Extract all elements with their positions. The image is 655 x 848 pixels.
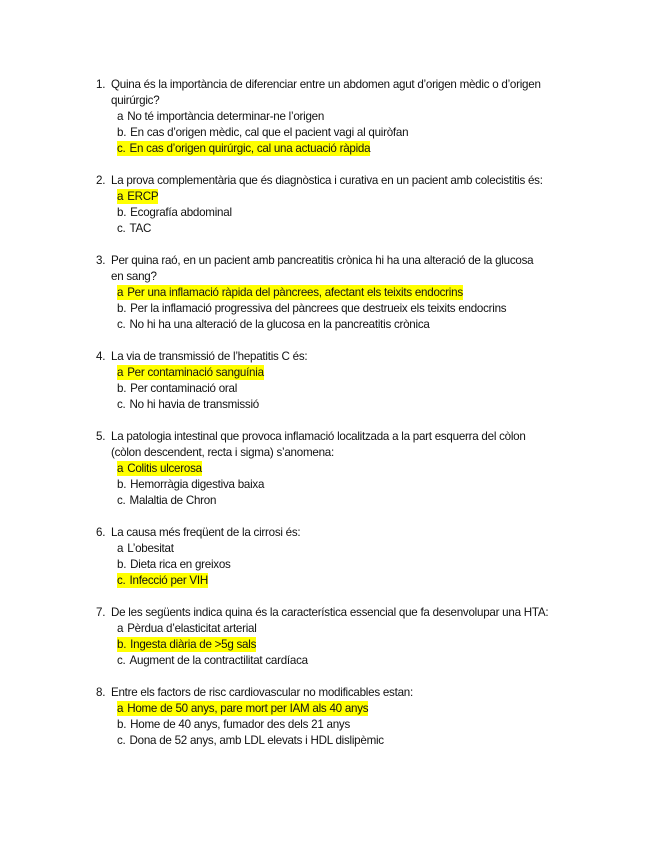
answer-option [96, 381, 596, 397]
answer-option [96, 637, 596, 653]
option-text: No hi havia de transmissió [129, 398, 259, 411]
option-letter: b. [117, 206, 127, 219]
answer-option [96, 733, 596, 749]
answer [117, 493, 216, 508]
option-letter: b. [117, 126, 127, 139]
question-text-line [96, 685, 596, 701]
option-text: Home de 50 anys, pare mort per IAM als 40 anys [127, 702, 369, 715]
question-text: La prova complementària que és diagnòstica i curativa en un pacient amb colecistitis és: [111, 174, 543, 187]
question-number: 1. [96, 78, 106, 91]
option-text: Malaltia de Chron [129, 494, 217, 507]
question-text: La patologia intestinal que provoca inflamació localitzada a la part esquerra del còlon [111, 430, 526, 443]
question-4 [96, 349, 596, 413]
answer [117, 317, 430, 332]
question-text-line [96, 349, 596, 365]
highlighted-answer [117, 189, 158, 204]
question-text-continued: (còlon descendent, recta i sigma) s’anomena: [111, 446, 334, 459]
option-letter: c. [117, 222, 126, 235]
question-text: De les següents indica quina és la característica essencial que fa desenvolupar una HTA: [111, 606, 549, 619]
answer-option [96, 493, 596, 509]
answer [117, 653, 308, 668]
answer-option [96, 541, 596, 557]
option-text: En cas d’origen quirúrgic, cal una actuació ràpida [129, 142, 371, 155]
option-letter: c. [117, 574, 126, 587]
option-letter: b. [117, 478, 127, 491]
option-text: Hemorràgia digestiva baixa [130, 478, 265, 491]
option-text: Per la inflamació progressiva del pàncrees que destrueix els teixits endocrins [130, 302, 507, 315]
option-letter: a [117, 110, 124, 123]
answer-option [96, 573, 596, 589]
question-text-line [96, 253, 596, 269]
highlighted-answer [117, 365, 264, 380]
answer-option [96, 189, 596, 205]
answer [117, 557, 231, 572]
option-letter: a [117, 286, 124, 299]
question-number: 4. [96, 350, 106, 363]
option-text: No hi ha una alteració de la glucosa en la pancreatitis crònica [129, 318, 430, 331]
answer-option [96, 317, 596, 333]
option-letter: c. [117, 734, 126, 747]
question-text-line [96, 605, 596, 621]
question-text-line [96, 429, 596, 445]
answer-option [96, 701, 596, 717]
answer-option [96, 653, 596, 669]
question-number: 2. [96, 174, 106, 187]
question-number: 6. [96, 526, 106, 539]
option-text: Dieta rica en greixos [130, 558, 231, 571]
option-letter: b. [117, 382, 127, 395]
answer-option [96, 221, 596, 237]
question-1 [96, 77, 596, 157]
question-list [96, 77, 596, 765]
option-letter: b. [117, 638, 127, 651]
question-text-line [96, 173, 596, 189]
answer [117, 381, 237, 396]
question-5 [96, 429, 596, 509]
option-letter: a [117, 190, 124, 203]
option-text: Per contaminació oral [130, 382, 238, 395]
option-letter: b. [117, 302, 127, 315]
option-letter: a [117, 542, 124, 555]
option-letter: c. [117, 398, 126, 411]
question-6 [96, 525, 596, 589]
option-letter: c. [117, 654, 126, 667]
option-text: ERCP [127, 190, 159, 203]
option-text: Per una inflamació ràpida del pàncrees, afectant els teixits endocrins [127, 286, 463, 299]
option-text: Per contaminació sanguínia [127, 366, 264, 379]
question-3 [96, 253, 596, 333]
highlighted-answer [117, 701, 368, 716]
answer [117, 301, 506, 316]
option-text: Ecografía abdominal [130, 206, 232, 219]
question-text-continued: en sang? [111, 270, 157, 283]
answer [117, 397, 259, 412]
option-text: No té importància determinar-ne l’origen [127, 110, 325, 123]
answer-option [96, 125, 596, 141]
option-letter: b. [117, 718, 127, 731]
answer-option [96, 285, 596, 301]
answer [117, 541, 174, 556]
answer [117, 717, 350, 732]
question-number: 3. [96, 254, 106, 267]
answer [117, 221, 151, 236]
question-text: Entre els factors de risc cardiovascular no modificables estan: [111, 686, 413, 699]
question-number: 7. [96, 606, 106, 619]
answer [117, 109, 324, 124]
answer-option [96, 365, 596, 381]
answer [117, 733, 384, 748]
highlighted-answer [117, 285, 463, 300]
option-text: En cas d’origen mèdic, cal que el pacient vagi al quiròfan [130, 126, 409, 139]
answer-option [96, 141, 596, 157]
highlighted-answer [117, 141, 370, 156]
question-text-line [96, 77, 596, 93]
option-letter: b. [117, 558, 127, 571]
answer-option [96, 109, 596, 125]
option-letter: a [117, 462, 124, 475]
question-text: La via de transmissió de l’hepatitis C és: [111, 350, 308, 363]
option-text: Pèrdua d’elasticitat arterial [127, 622, 257, 635]
question-7 [96, 605, 596, 669]
option-letter: a [117, 702, 124, 715]
option-letter: c. [117, 318, 126, 331]
question-text: Per quina raó, en un pacient amb pancreatitis crònica hi ha una alteració de la glucosa [111, 254, 534, 267]
option-text: Ingesta diària de >5g sals [130, 638, 257, 651]
highlighted-answer [117, 573, 208, 588]
answer [117, 621, 257, 636]
option-letter: a [117, 622, 124, 635]
option-text: L’obesitat [127, 542, 174, 555]
highlighted-answer [117, 461, 202, 476]
question-8 [96, 685, 596, 749]
question-text-line [96, 525, 596, 541]
question-text: La causa més freqüent de la cirrosi és: [111, 526, 301, 539]
option-letter: c. [117, 142, 126, 155]
answer-option [96, 205, 596, 221]
question-number: 5. [96, 430, 106, 443]
answer-option [96, 461, 596, 477]
option-text: Infecció per VIH [129, 574, 209, 587]
option-letter: a [117, 366, 124, 379]
answer-option [96, 557, 596, 573]
answer [117, 205, 232, 220]
option-text: Dona de 52 anys, amb LDL elevats i HDL dislipèmic [129, 734, 384, 747]
answer [117, 477, 264, 492]
answer-option [96, 397, 596, 413]
question-text-continued: quirúrgic? [111, 94, 160, 107]
highlighted-answer [117, 637, 256, 652]
option-text: Home de 40 anys, fumador des dels 21 anys [130, 718, 350, 731]
question-number: 8. [96, 686, 106, 699]
answer [117, 125, 408, 140]
answer-option [96, 301, 596, 317]
option-letter: c. [117, 494, 126, 507]
question-text: Quina és la importància de diferenciar entre un abdomen agut d’origen mèdic o d’origen [111, 78, 541, 91]
option-text: Augment de la contractilitat cardíaca [129, 654, 308, 667]
answer-option [96, 717, 596, 733]
option-text: Colitis ulcerosa [127, 462, 202, 475]
answer-option [96, 621, 596, 637]
answer-option [96, 477, 596, 493]
option-text: TAC [129, 222, 152, 235]
question-2 [96, 173, 596, 237]
